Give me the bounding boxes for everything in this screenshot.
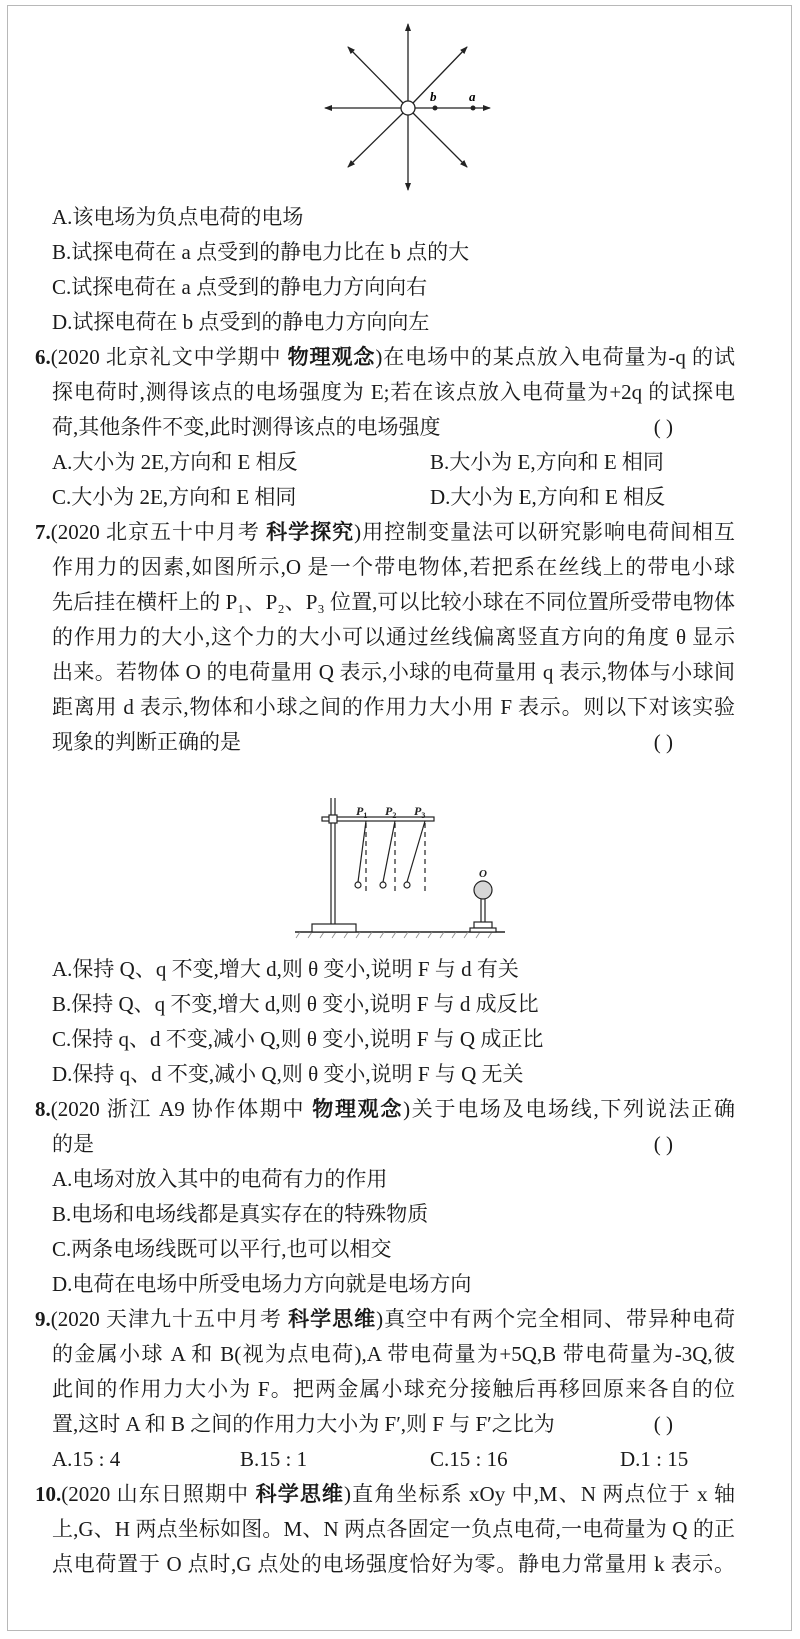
svg-text:P2 [385, 804, 396, 820]
q7-option-a: A.保持 Q、q 不变,增大 d,则 θ 变小,说明 F 与 d 有关 [52, 957, 519, 981]
point-charge [401, 101, 415, 115]
q9-option-d: D.1 : 15 [620, 1447, 689, 1471]
q9-stem-line [35, 1302, 735, 1337]
subscript: 1 [363, 811, 368, 820]
source: (2020 北京礼文中学期中 [50, 345, 288, 369]
charged-ball [404, 882, 410, 888]
q7-stem-line: 出来。若物体 O 的电荷量用 Q 表示,小球的电荷量用 q 表示,物体与小球间 [52, 660, 735, 684]
svg-text:P1 [356, 804, 367, 820]
q7-option-b: B.保持 Q、q 不变,增大 d,则 θ 变小,说明 F 与 d 成反比 [52, 992, 539, 1016]
q6-stem-line [52, 410, 735, 445]
q7-stem-line: 先后挂在横杆上的 P₁、P₂、P₃ 位置,可以比较小球在不同位置所受带电物体 [52, 590, 735, 614]
q7-option-d: D.保持 q、d 不变,减小 Q,则 θ 变小,说明 F 与 Q 无关 [52, 1062, 524, 1086]
q6-stem-line: 探电荷时,测得该点的电场强度为 E;若在该点放入电荷量为+2q 的试探电 [52, 380, 735, 404]
document-body [0, 200, 800, 1582]
question-number: 8. [35, 1097, 51, 1121]
q6-option-b: B.大小为 E,方向和 E 相同 [430, 450, 664, 474]
q7-stem-line: 距离用 d 表示,物体和小球之间的作用力大小用 F 表示。则以下对该实验 [52, 695, 735, 719]
competency-tag: 科学探究 [266, 520, 355, 544]
q5-option-b: B.试探电荷在 a 点受到的静电力比在 b 点的大 [52, 240, 470, 264]
apparatus-diagram [0, 760, 800, 952]
stem-text: 的是 [52, 1132, 94, 1156]
q9-option-b: B.15 : 1 [240, 1447, 308, 1471]
question-number: 7. [35, 520, 51, 544]
competency-tag: 物理观念 [312, 1097, 404, 1121]
question-number: 9. [35, 1307, 51, 1331]
thread-p2 [383, 821, 395, 882]
q9-option-c: C.15 : 16 [430, 1447, 508, 1471]
competency-tag: 物理观念 [287, 345, 376, 369]
q8-stem-line [35, 1092, 735, 1127]
q7-stem-line: 的作用力的大小,这个力的大小可以通过丝线偏离竖直方向的角度 θ 显示 [52, 625, 735, 649]
source: (2020 北京五十中月考 [50, 520, 267, 544]
charged-ball [355, 882, 361, 888]
label-a: a [469, 89, 476, 104]
point-a [471, 106, 476, 111]
q8-stem-line [52, 1127, 735, 1162]
q9-options-row [0, 1442, 800, 1477]
field-line-nw [348, 47, 403, 103]
competency-tag: 科学思维 [255, 1482, 345, 1506]
charged-ball [380, 882, 386, 888]
q8-option-d: D.电荷在电场中所受电场力方向就是电场方向 [52, 1272, 472, 1296]
field-line-ne [413, 47, 467, 103]
svg-text:P3 [414, 804, 425, 820]
competency-tag: 科学思维 [288, 1307, 377, 1331]
q10-stem-line [35, 1477, 735, 1512]
thread-p1 [358, 821, 366, 882]
q6-options-row [0, 445, 800, 480]
q6-option-d: D.大小为 E,方向和 E 相反 [430, 485, 666, 509]
q7-stem-line [35, 515, 735, 550]
thread-p3 [407, 821, 425, 882]
answer-blank: ( ) [653, 1412, 673, 1436]
q7-option-c: C.保持 q、d 不变,减小 Q,则 θ 变小,说明 F 与 Q 成正比 [52, 1027, 544, 1051]
object-stand-base [474, 922, 492, 928]
q6-option-c: C.大小为 2E,方向和 E 相同 [52, 485, 297, 509]
stem-text: )直角坐标系 xOy 中,M、N 两点位于 x 轴 [344, 1482, 735, 1506]
source: (2020 山东日照期中 [61, 1482, 256, 1506]
clamp [329, 815, 337, 823]
answer-blank: ( ) [653, 1132, 673, 1156]
q6-stem-line [35, 340, 735, 375]
stem-text: 置,这时 A 和 B 之间的作用力大小为 F′,则 F 与 F′之比为 [52, 1412, 555, 1436]
charged-object-o [474, 881, 492, 899]
stem-text: 现象的判断正确的是 [52, 730, 241, 754]
q6-option-a: A.大小为 2E,方向和 E 相反 [52, 450, 298, 474]
question-number: 6. [35, 345, 51, 369]
q9-stem-line: 的金属小球 A 和 B(视为点电荷),A 带电荷量为+5Q,B 带电荷量为-3Q,彼 [52, 1342, 735, 1366]
q10-stem-line: 点电荷置于 O 点时,G 点处的电场强度恰好为零。静电力常量用 k 表示。 [52, 1552, 735, 1576]
q9-stem-line [52, 1407, 735, 1442]
q7-stem-line [52, 725, 735, 760]
point-b [433, 106, 438, 111]
label-p3: P [414, 804, 422, 818]
q10-stem-line: 上,G、H 两点坐标如图。M、N 两点各固定一负点电荷,一电荷量为 Q 的正 [52, 1517, 735, 1541]
question-number: 10. [35, 1482, 62, 1506]
subscript: 2 [392, 811, 397, 820]
field-line-sw [348, 113, 403, 167]
q5-option-c: C.试探电荷在 a 点受到的静电力方向向右 [52, 275, 428, 299]
label-o: O [479, 868, 487, 880]
label-b: b [430, 89, 437, 104]
stem-text: )在电场中的某点放入电荷量为-q 的试 [375, 345, 735, 369]
q5-option-d: D.试探电荷在 b 点受到的静电力方向向左 [52, 310, 430, 334]
q8-option-a: A.电场对放入其中的电荷有力的作用 [52, 1167, 388, 1191]
q5-option-a: A.该电场为负点电荷的电场 [52, 205, 304, 229]
q9-option-a: A.15 : 4 [52, 1447, 121, 1471]
electric-field-lines-figure [0, 0, 800, 200]
answer-blank: ( ) [653, 415, 673, 439]
q8-option-b: B.电场和电场线都是真实存在的特殊物质 [52, 1202, 429, 1226]
source: (2020 天津九十五中月考 [50, 1307, 289, 1331]
label-p1: P [356, 804, 364, 818]
source: (2020 浙江 A9 协作体期中 [50, 1097, 313, 1121]
subscript: 3 [421, 811, 426, 820]
q6-options-row [0, 480, 800, 515]
stem-text: )用控制变量法可以研究影响电荷间相互 [354, 520, 735, 544]
field-line-se [413, 113, 467, 167]
pendulum-apparatus-figure [0, 760, 800, 952]
stem-text: 荷,其他条件不变,此时测得该点的电场强度 [52, 415, 441, 439]
stem-text: )关于电场及电场线,下列说法正确 [403, 1097, 735, 1121]
q7-stem-line: 作用力的因素,如图所示,O 是一个带电物体,若把系在丝线上的带电小球 [52, 555, 735, 579]
q8-option-c: C.两条电场线既可以平行,也可以相交 [52, 1237, 392, 1261]
q9-stem-line: 此间的作用力大小为 F。把两金属小球充分接触后再移回原来各自的位 [52, 1377, 735, 1401]
label-p2: P [385, 804, 393, 818]
stem-text: )真空中有两个完全相同、带异种电荷 [376, 1307, 735, 1331]
stand-base [312, 924, 356, 932]
answer-blank: ( ) [653, 730, 673, 754]
